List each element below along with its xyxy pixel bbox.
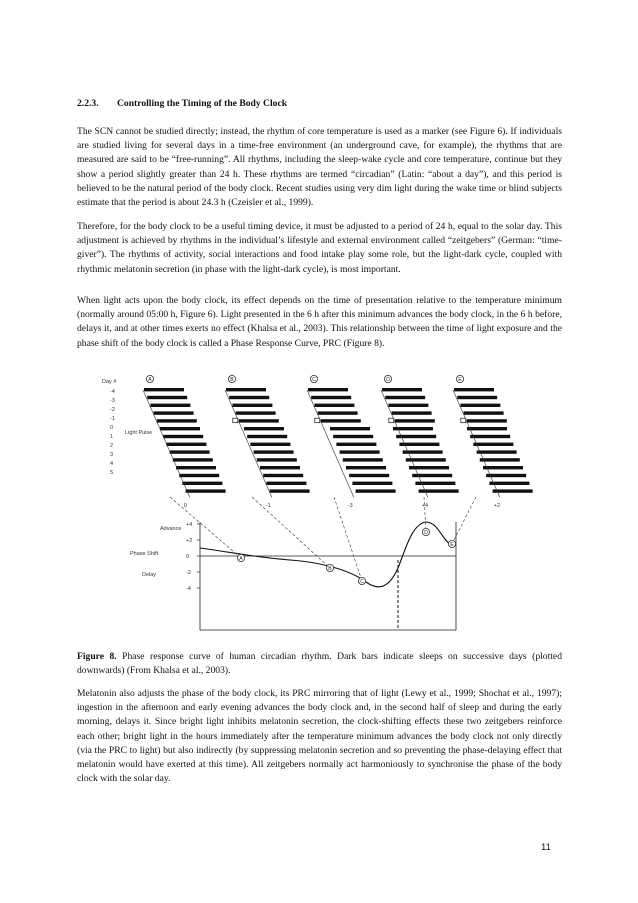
prc-y-tick-label: 0 <box>186 554 190 560</box>
sleep-bar <box>454 388 494 391</box>
panel-letter: A <box>148 376 152 383</box>
sleep-bar <box>333 435 373 438</box>
sleep-bar <box>239 419 279 422</box>
prc-point-letter: B <box>328 565 332 572</box>
day-tick-label: 3 <box>110 452 114 458</box>
sleep-bar <box>229 396 269 399</box>
sleep-bar <box>182 482 222 485</box>
sleep-bar <box>150 404 190 407</box>
day-tick-label: 4 <box>110 461 114 467</box>
sleep-bar <box>349 474 389 477</box>
sleep-bar <box>330 427 370 430</box>
prc-figure-svg <box>100 372 501 634</box>
day-tick-label: 5 <box>110 470 114 476</box>
prc-y-tick-label: -4 <box>186 586 191 592</box>
light-pulse-marker <box>233 418 238 423</box>
prc-point-letter: E <box>450 541 454 548</box>
page-number: 11 <box>541 842 551 853</box>
day-tick-label: -2 <box>110 407 115 413</box>
sleep-bar <box>244 427 284 430</box>
sleep-bar <box>311 396 351 399</box>
prc-y-tick-label: -2 <box>186 570 191 576</box>
sleep-bar <box>232 404 272 407</box>
prc-point-letter: D <box>424 529 428 536</box>
sleep-bar <box>336 443 376 446</box>
sleep-bar <box>340 450 380 453</box>
sleep-bar <box>356 489 396 492</box>
light-pulse-marker <box>315 418 320 423</box>
phase-shift-label: Phase Shift <box>130 551 159 557</box>
sleep-bar <box>147 396 187 399</box>
prc-point-letter: A <box>239 555 243 562</box>
day-tick-label: -4 <box>110 389 115 395</box>
delay-label: Delay <box>142 572 157 578</box>
sleep-bar <box>321 419 361 422</box>
day-tick-label: -3 <box>110 398 115 404</box>
day-tick-label: 2 <box>110 443 114 449</box>
sleep-bar <box>157 419 197 422</box>
sleep-bar <box>493 489 533 492</box>
light-pulse-label: Light Pulse <box>125 430 153 436</box>
phase-shift-value: +4 <box>421 503 429 510</box>
sleep-bar <box>314 404 354 407</box>
sleep-bar <box>154 411 194 414</box>
sleep-bar <box>388 404 428 407</box>
phase-shift-value: 0 <box>183 503 187 510</box>
prc-y-tick-label: +2 <box>186 538 193 544</box>
sleep-bar <box>382 388 422 391</box>
paragraph-1: The SCN cannot be studied directly; instead, the rhythm of core temperature is used as a marker (see Figure 6). If individuals are studied living for several days in a time-free environment (an underground cave, for example), the rhythms that are measured are said to be “free-running”. All rhythms, including the sleep-wake cycle and core temperature, continue but they show a period slightly greater than 24 h. These rhythms are termed “circadian” (Latin: “about a day”), and this period is believed to be the natural period of the body clock. Recent studies using very dim light during the wake time or blind subjects estimate that the period is about 24.3 h (Czeisler et al., 1999). <box>77 126 562 209</box>
sleep-bar <box>464 411 504 414</box>
sleep-bar <box>352 482 392 485</box>
caption-label: Figure 8. <box>77 651 117 662</box>
sleep-bar <box>486 474 526 477</box>
panel-letter: B <box>230 376 234 383</box>
sleep-bar <box>473 443 513 446</box>
sleep-bar <box>173 458 213 461</box>
sleep-bar <box>166 443 206 446</box>
sleep-bar <box>247 435 287 438</box>
sleep-bar <box>160 427 200 430</box>
prc-point-letter: C <box>360 578 364 585</box>
sleep-bar <box>460 404 500 407</box>
sleep-bar <box>226 388 266 391</box>
day-tick-label: 0 <box>110 425 114 431</box>
panel-letter: E <box>458 376 462 383</box>
day-tick-label: -1 <box>110 416 115 422</box>
sleep-bar <box>308 388 348 391</box>
sleep-bar <box>392 411 432 414</box>
phase-shift-value: +2 <box>493 503 501 510</box>
panel-letter: D <box>386 376 390 383</box>
prc-y-tick-label: +4 <box>186 522 193 528</box>
phase-shift-value: -3 <box>347 503 353 510</box>
sleep-bar <box>385 396 425 399</box>
sleep-bar <box>343 458 383 461</box>
phase-shift-value: -1 <box>265 503 271 510</box>
sleep-bar <box>346 466 386 469</box>
sleep-bar <box>176 466 216 469</box>
day-tick-label: 1 <box>110 434 114 440</box>
sleep-bar <box>144 388 184 391</box>
section-title: Controlling the Timing of the Body Clock <box>117 98 288 109</box>
sleep-bar <box>483 466 523 469</box>
sleep-bar <box>395 419 435 422</box>
light-pulse-marker <box>461 418 466 423</box>
paragraph-3: When light acts upon the body clock, its effect depends on the time of presentation relative to the temperature minimum (normally around 05:00 h, Figure 6). Light presented in the 6 h after this minimum advances the body clock, in the 6 h before, delays it, and at other times exerts no effect (Khalsa et al., 2003). This relationship between the time of light exposure and the phase shift of the body clock is called a Phase Response Curve, PRC (Figure 8). <box>77 295 562 349</box>
sleep-bar <box>396 435 436 438</box>
sleep-bar <box>470 435 510 438</box>
sleep-bar <box>318 411 358 414</box>
sleep-bar <box>179 474 219 477</box>
sleep-bar <box>457 396 497 399</box>
sleep-bar <box>477 450 517 453</box>
sleep-bar <box>163 435 203 438</box>
sleep-bar <box>467 419 507 422</box>
section-number: 2.2.3. <box>77 98 99 109</box>
section-heading <box>77 98 287 109</box>
sleep-bar <box>260 466 300 469</box>
sleep-bar <box>236 411 276 414</box>
sleep-bar <box>254 450 294 453</box>
sleep-bar <box>263 474 303 477</box>
caption-text: Phase response curve of human circadian rhythm. Dark bars indicate sleeps on successive days (plotted downwards) (From Khalsa et al., 2003). <box>77 651 562 677</box>
sleep-bar <box>270 489 310 492</box>
sleep-bar <box>480 458 520 461</box>
sleep-bar <box>266 482 306 485</box>
sleep-bar <box>186 489 226 492</box>
panel-letter: C <box>312 376 316 383</box>
light-pulse-marker <box>389 418 394 423</box>
sleep-bar <box>489 482 529 485</box>
sleep-bar <box>467 427 507 430</box>
sleep-bar <box>393 427 433 430</box>
closing-paragraph: Melatonin also adjusts the phase of the body clock, its PRC mirroring that of light (Lewy et al., 1999; Shochat et al., 1997); ingestion in the afternoon and early evening advances the body clock and, in the second half of sleep and during the early morning, delays it. Since bright light inhibits melatonin secretion, the clock-shifting effects these two zeitgebers reinforce each other; bright light in the hours immediately after the temperature minimum advances the body clock not only directly (via the PRC to light) but also indirectly (by suppressing melatonin secretion and so preventing the phase-delaying effect that melatonin would have exerted at this time). All zeitgebers normally act harmoniously to synchronise the phase of the body clock with the solar day. <box>77 688 562 785</box>
advance-label: Advance <box>160 526 182 532</box>
prc-curve <box>200 522 452 587</box>
sleep-bar <box>170 450 210 453</box>
day-axis-label: Day # <box>102 379 117 385</box>
sleep-bar <box>257 458 297 461</box>
figure-caption <box>77 650 562 678</box>
paragraph-2: Therefore, for the body clock to be a useful timing device, it must be adjusted to a period of 24 h, equal to the solar day. This adjustment is achieved by rhythms in the individual’s lifestyle and external environment called “zeitgebers” (German: “time-giver”). The rhythms of activity, social interactions and food intake play some role, but the light-dark cycle, coupled with rhythmic melatonin secretion (in phase with the light-dark cycle), is most important. <box>77 221 562 275</box>
sleep-bar <box>250 443 290 446</box>
prc-figure <box>100 372 501 634</box>
